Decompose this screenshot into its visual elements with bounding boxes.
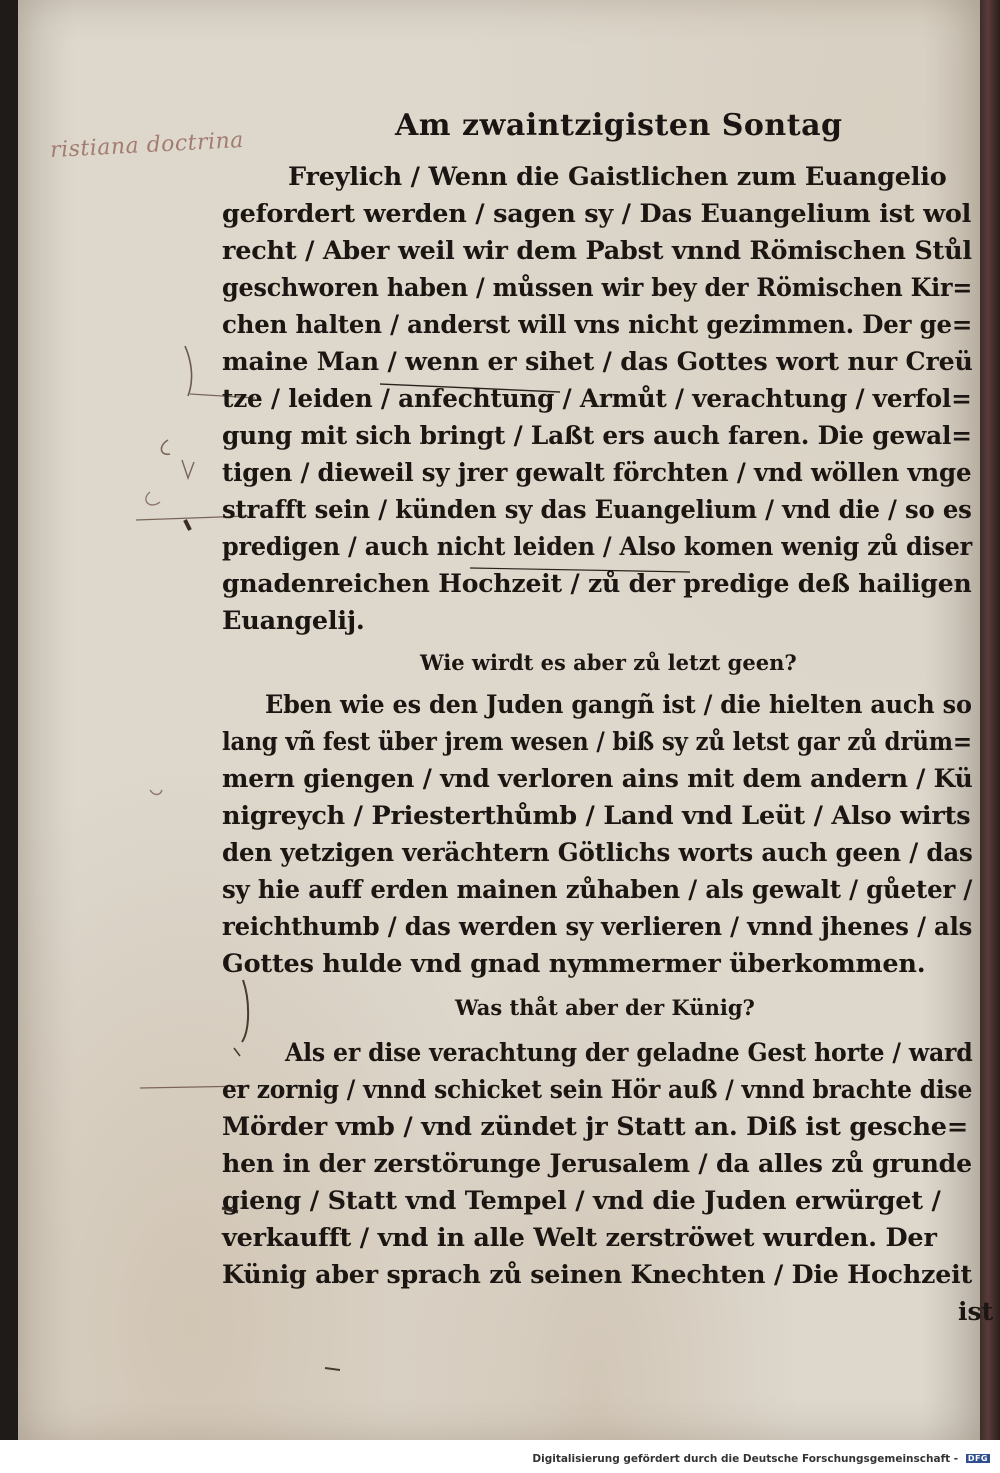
text-line: Euangelij. (222, 606, 365, 636)
text-line: gnadenreichen Hochzeit / zů der predige deß hailigen (222, 569, 972, 599)
text-line: recht / Aber weil wir dem Pabst vnnd Römischen Stůl (222, 236, 972, 266)
footer-bar (0, 1440, 1000, 1473)
section-subheading: Wie wirdt es aber zů letzt geen? (420, 650, 797, 675)
funding-credit (532, 1453, 990, 1465)
dfg-logo: DFG (967, 1454, 988, 1463)
book-edge (980, 0, 1000, 1440)
text-line: gefordert werden / sagen sy / Das Euangelium ist wol (222, 199, 972, 229)
page-heading: Am zwaintzigisten Sontag (395, 108, 843, 143)
text-line: er zornig / vnnd schicket sein Hör auß / vnnd brachte dise (222, 1075, 973, 1105)
text-line: den yetzigen verächtern Götlichs worts auch geen / das (222, 838, 973, 868)
text-line: Künig aber sprach zů seinen Knechten / Die Hochzeit (222, 1260, 972, 1290)
text-line: maine Man / wenn er sihet / das Gottes wort nur Creü (222, 347, 973, 377)
text-line: strafft sein / künden sy das Euangelium / vnd die / so es (222, 495, 972, 525)
text-line: verkaufft / vnd in alle Welt zerströwet wurden. Der (222, 1223, 937, 1253)
text-line: lang vñ fest über jrem wesen / biß sy zů letst gar zů drüm= (222, 727, 972, 757)
text-line: gung mit sich bringt / Laßt ers auch faren. Die gewal= (222, 421, 972, 451)
text-line: nigreych / Priesterthůmb / Land vnd Leüt / Also wirts (222, 801, 971, 831)
credit-text: Digitalisierung gefördert durch die Deutsche Forschungsgemeinschaft - (532, 1453, 959, 1465)
text-line: geschworen haben / můssen wir bey der Römischen Kir= (222, 273, 973, 303)
text-line: Gottes hulde vnd gnad nymmermer überkommen. (222, 949, 926, 979)
text-line: Als er dise verachtung der geladne Gest horte / ward (285, 1038, 973, 1068)
catchword: ist (958, 1297, 994, 1326)
section-subheading: Was thåt aber der Künig? (455, 995, 755, 1020)
text-line: mern giengen / vnd verloren ains mit dem andern / Kü (222, 764, 973, 794)
text-line: reichthumb / das werden sy verlieren / vnnd jhenes / als (222, 912, 973, 942)
text-line: tigen / dieweil sy jrer gewalt förchten / vnd wöllen vnge (222, 458, 972, 488)
text-line: Freylich / Wenn die Gaistlichen zum Euangelio (288, 162, 947, 192)
text-line: Eben wie es den Juden gangñ ist / die hielten auch so (265, 690, 972, 720)
text-line: tze / leiden / anfechtung / Armůt / verachtung / verfol= (222, 384, 972, 414)
text-line: hen in der zerstörunge Jerusalem / da alles zů grunde (222, 1149, 972, 1179)
text-line: Mörder vmb / vnd zündet jr Statt an. Diß ist gesche= (222, 1112, 968, 1142)
text-line: gieng / Statt vnd Tempel / vnd die Juden erwürget / (222, 1186, 941, 1216)
handwritten-margin-note: ristiana doctrina (49, 127, 245, 164)
text-line: sy hie auff erden mainen zůhaben / als gewalt / gůeter / (222, 875, 973, 905)
text-line: chen halten / anderst will vns nicht gezimmen. Der ge= (222, 310, 973, 340)
text-line: predigen / auch nicht leiden / Also komen wenig zů diser (222, 532, 972, 562)
